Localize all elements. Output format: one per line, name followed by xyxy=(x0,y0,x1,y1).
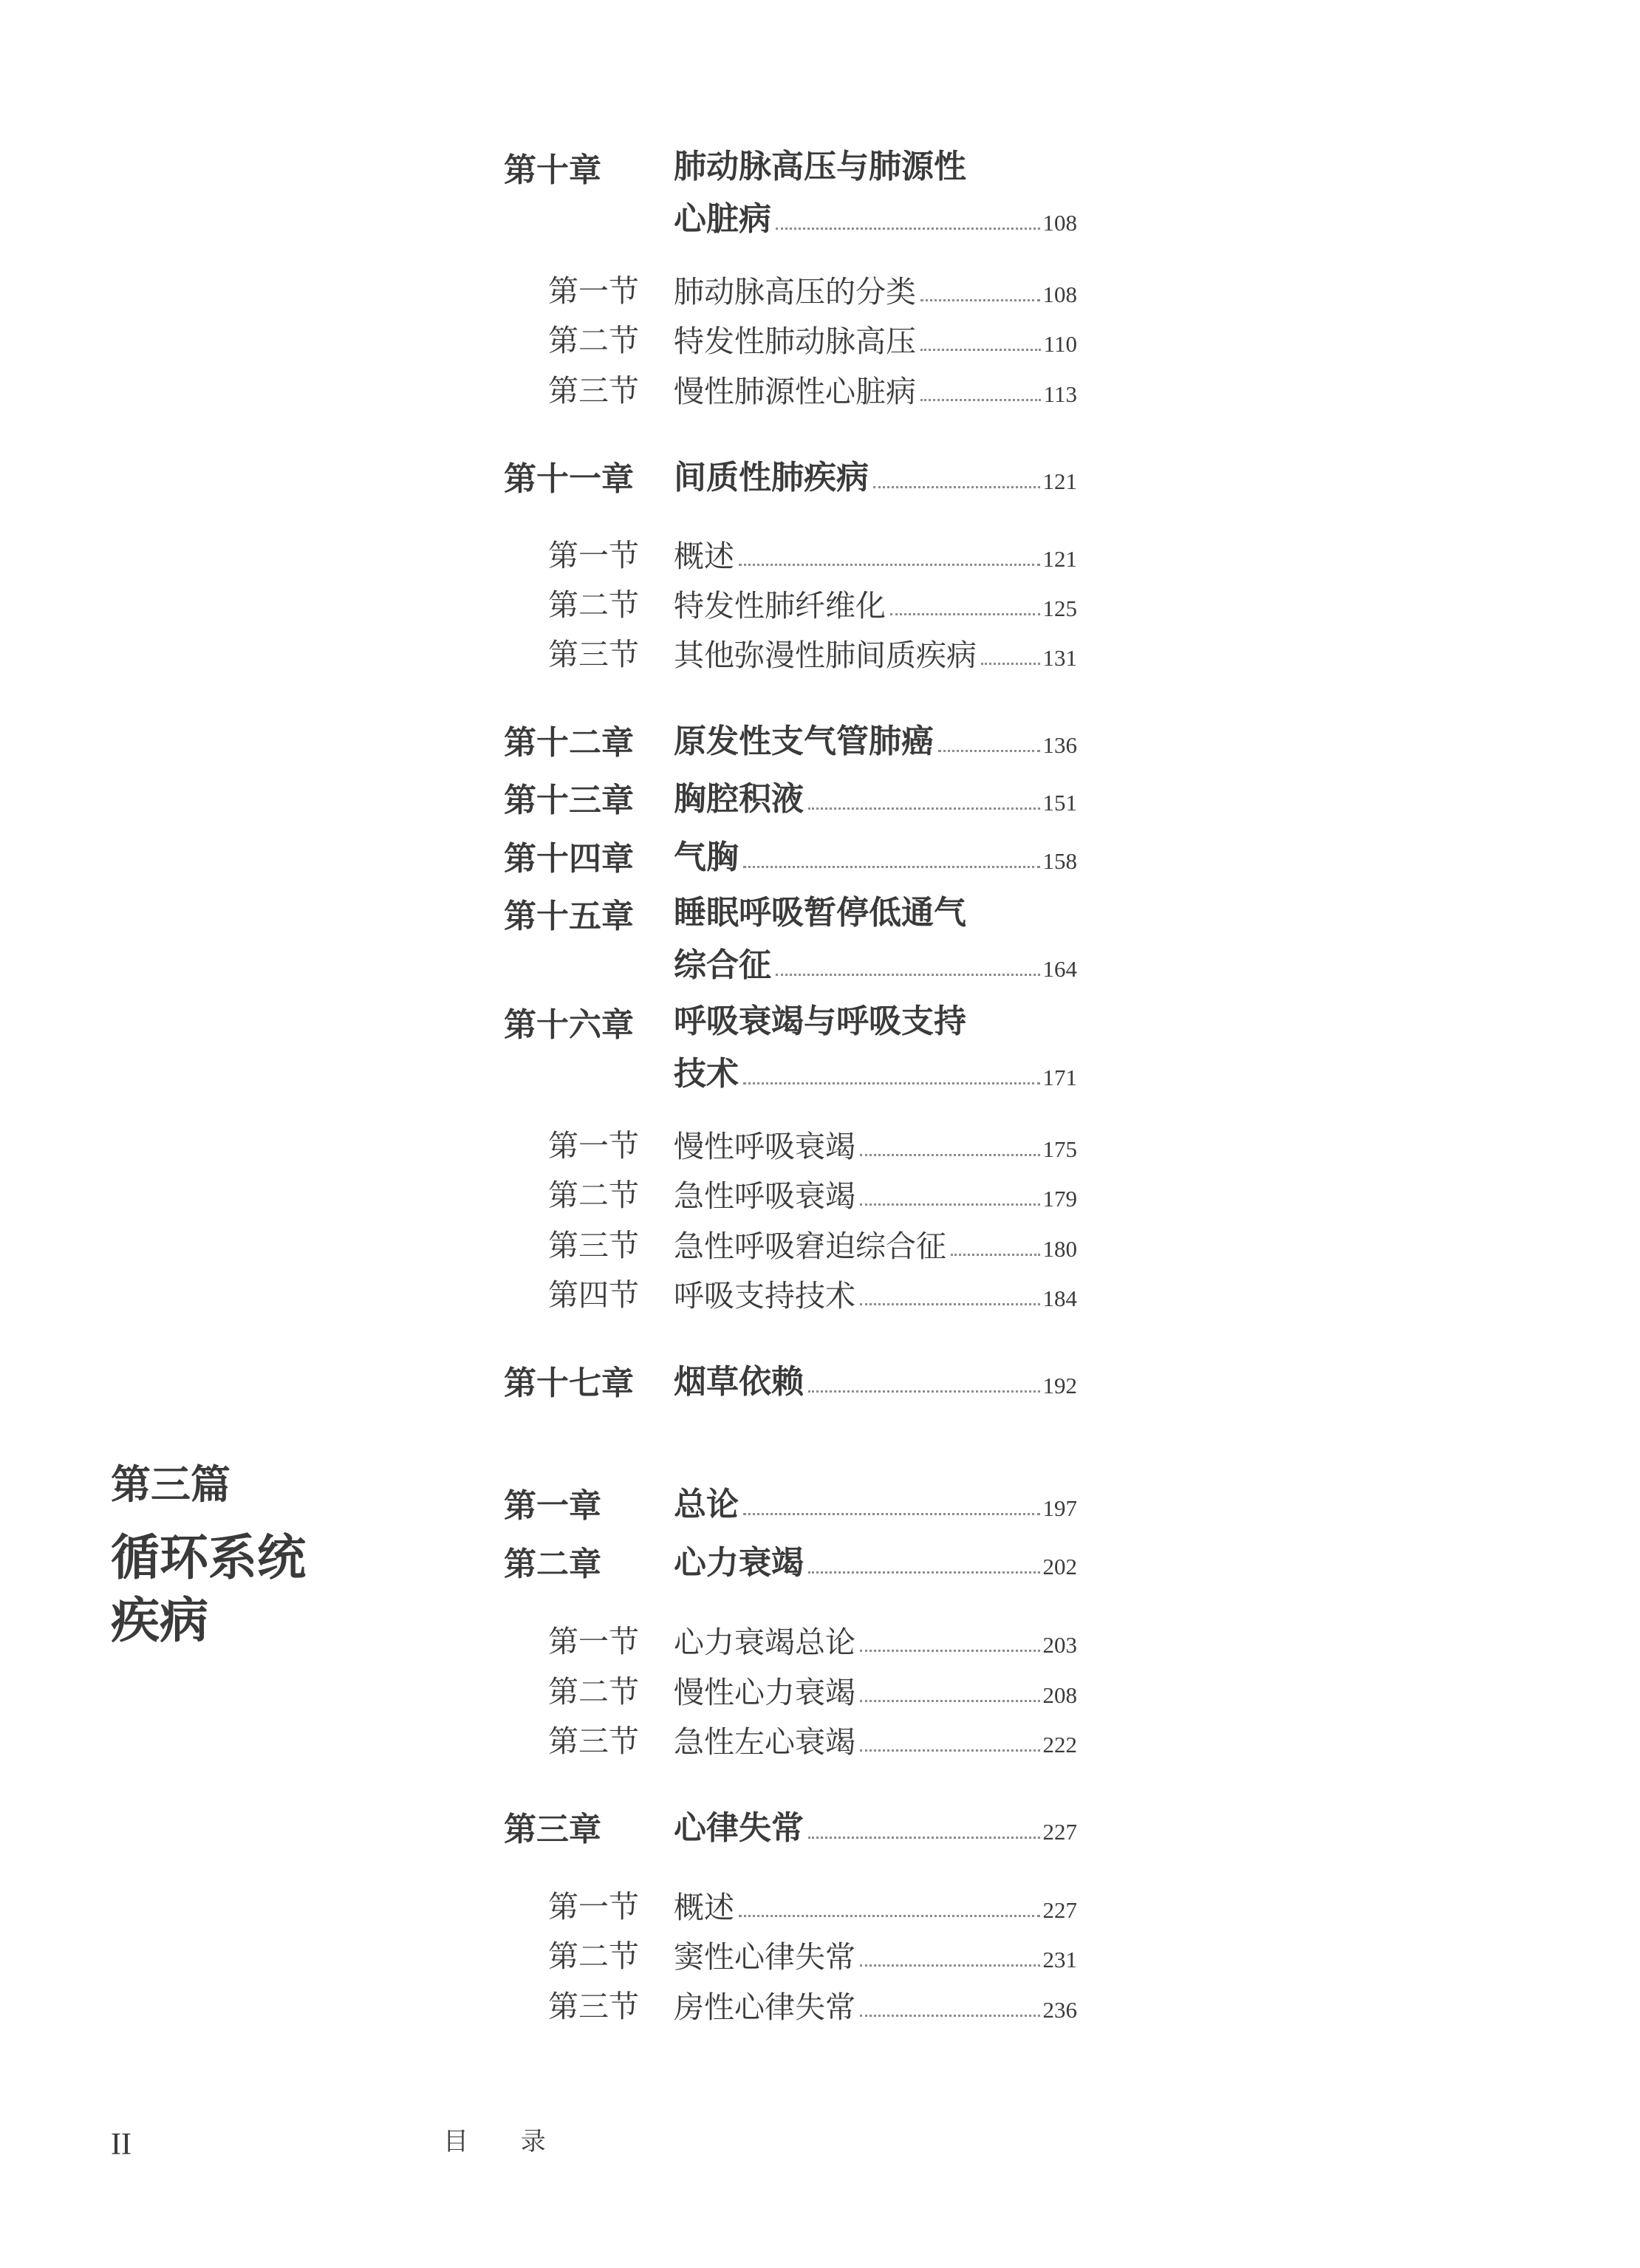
section-title: 急性呼吸窘迫综合征 xyxy=(674,1229,946,1264)
section-number: 第一节 xyxy=(548,273,639,309)
dot-leader xyxy=(808,1837,1040,1839)
dot-leader xyxy=(776,974,1040,976)
dot-leader xyxy=(743,1513,1040,1515)
section-title: 心力衰竭总论 xyxy=(674,1625,855,1660)
page-ref: 222 xyxy=(1042,1732,1077,1758)
section-number: 第三节 xyxy=(548,637,639,672)
section-number: 第三节 xyxy=(548,1989,639,2024)
dot-leader xyxy=(860,1964,1040,1967)
chapter-title: 心脏病 xyxy=(674,200,771,238)
section-number: 第二节 xyxy=(548,323,639,358)
chapter-number: 第十三章 xyxy=(504,782,634,819)
chapter-number: 第十一章 xyxy=(504,460,634,498)
page-ref: 236 xyxy=(1042,1997,1077,2023)
dot-leader xyxy=(739,1915,1040,1917)
dot-leader xyxy=(860,1700,1040,1702)
dot-leader xyxy=(951,1254,1040,1256)
page-ref: 227 xyxy=(1042,1897,1077,1923)
chapter-number: 第三章 xyxy=(504,1811,601,1848)
chapter-title: 心律失常 xyxy=(674,1809,804,1847)
section-title: 慢性心力衰竭 xyxy=(674,1675,855,1710)
dot-leader xyxy=(860,1650,1040,1652)
section-number: 第四节 xyxy=(548,1277,639,1313)
dot-leader xyxy=(808,1390,1040,1393)
part-title-line: 疾病 xyxy=(111,1591,208,1649)
chapter-number: 第一章 xyxy=(504,1487,601,1525)
chapter-title: 综合征 xyxy=(674,946,771,984)
section-number: 第三节 xyxy=(548,1724,639,1759)
chapter-number: 第十四章 xyxy=(504,840,634,878)
chapter-title: 间质性肺疾病 xyxy=(674,459,869,496)
page-ref: 171 xyxy=(1042,1065,1077,1090)
page-ref: 180 xyxy=(1042,1236,1077,1262)
chapter-number: 第十五章 xyxy=(504,898,634,935)
dot-leader xyxy=(920,299,1040,301)
page-ref: 110 xyxy=(1043,331,1077,357)
page-ref: 151 xyxy=(1042,790,1077,816)
page-ref: 121 xyxy=(1042,468,1077,494)
dot-leader xyxy=(938,750,1040,752)
section-title: 特发性肺纤维化 xyxy=(674,588,886,624)
chapter-title: 睡眠呼吸暂停低通气 xyxy=(674,894,966,932)
dot-leader xyxy=(981,663,1040,665)
dot-leader xyxy=(776,228,1040,230)
page-ref: 175 xyxy=(1042,1136,1077,1162)
section-number: 第二节 xyxy=(548,1674,639,1709)
section-title: 慢性呼吸衰竭 xyxy=(674,1129,855,1164)
dot-leader xyxy=(873,486,1040,488)
section-number: 第一节 xyxy=(548,1128,639,1164)
section-number: 第一节 xyxy=(548,1624,639,1659)
page-ref: 121 xyxy=(1042,546,1077,572)
page-ref: 108 xyxy=(1042,281,1077,307)
chapter-number: 第十七章 xyxy=(504,1364,634,1402)
section-title: 窦性心律失常 xyxy=(674,1939,855,1975)
chapter-title: 总论 xyxy=(674,1486,739,1523)
page-ref: 136 xyxy=(1042,732,1077,758)
dot-leader xyxy=(890,613,1040,615)
section-number: 第二节 xyxy=(548,1178,639,1213)
chapter-number: 第十章 xyxy=(504,151,601,189)
chapter-number: 第二章 xyxy=(504,1545,601,1583)
dot-leader xyxy=(860,1749,1040,1752)
page-ref: 203 xyxy=(1042,1632,1077,1658)
chapter-title: 技术 xyxy=(674,1055,739,1093)
dot-leader xyxy=(860,1203,1040,1206)
section-title: 概述 xyxy=(674,1890,734,1925)
page-number: II xyxy=(111,2128,131,2162)
dot-leader xyxy=(808,1571,1040,1574)
dot-leader xyxy=(743,866,1040,868)
running-title: 目 录 xyxy=(443,2127,568,2156)
page-ref: 131 xyxy=(1042,645,1077,671)
dot-leader xyxy=(860,2015,1040,2017)
page-ref: 184 xyxy=(1042,1285,1077,1311)
dot-leader xyxy=(739,564,1040,566)
page-ref: 197 xyxy=(1042,1495,1077,1521)
dot-leader xyxy=(808,807,1040,810)
section-number: 第一节 xyxy=(548,1889,639,1924)
section-title: 其他弥漫性肺间质疾病 xyxy=(674,638,977,673)
section-number: 第三节 xyxy=(548,1228,639,1263)
dot-leader xyxy=(860,1154,1040,1156)
page-ref: 164 xyxy=(1042,956,1077,982)
page-ref: 108 xyxy=(1042,210,1077,236)
section-number: 第二节 xyxy=(548,1939,639,1974)
part-title-line: 循环系统 xyxy=(111,1528,306,1586)
section-number: 第三节 xyxy=(548,373,639,409)
chapter-title: 心力衰竭 xyxy=(674,1544,804,1582)
dot-leader xyxy=(920,399,1041,401)
section-number: 第二节 xyxy=(548,587,639,623)
page-ref: 227 xyxy=(1042,1819,1077,1845)
page-ref: 113 xyxy=(1043,381,1077,407)
part-label: 第三篇 xyxy=(111,1461,230,1508)
page-ref: 192 xyxy=(1042,1373,1077,1398)
dot-leader xyxy=(920,349,1041,351)
chapter-title: 原发性支气管肺癌 xyxy=(674,723,934,760)
dot-leader xyxy=(860,1303,1040,1305)
chapter-number: 第十六章 xyxy=(504,1006,634,1044)
section-title: 特发性肺动脉高压 xyxy=(674,324,916,359)
chapter-title: 气胸 xyxy=(674,838,739,876)
dot-leader xyxy=(743,1082,1040,1085)
chapter-title: 呼吸衰竭与呼吸支持 xyxy=(674,1003,966,1040)
section-number: 第一节 xyxy=(548,538,639,573)
chapter-title: 肺动脉高压与肺源性 xyxy=(674,148,966,185)
chapter-title: 烟草依赖 xyxy=(674,1363,804,1401)
page-ref: 125 xyxy=(1042,595,1077,621)
section-title: 房性心律失常 xyxy=(674,1989,855,2025)
section-title: 概述 xyxy=(674,539,734,574)
page-ref: 158 xyxy=(1042,848,1077,874)
section-title: 肺动脉高压的分类 xyxy=(674,274,916,310)
page-ref: 231 xyxy=(1042,1947,1077,1972)
section-title: 急性呼吸衰竭 xyxy=(674,1178,855,1214)
page-ref: 208 xyxy=(1042,1682,1077,1708)
chapter-title: 胸腔积液 xyxy=(674,780,804,818)
page-ref: 179 xyxy=(1042,1186,1077,1212)
section-title: 慢性肺源性心脏病 xyxy=(674,374,916,409)
page-ref: 202 xyxy=(1042,1554,1077,1579)
chapter-number: 第十二章 xyxy=(504,724,634,762)
section-title: 急性左心衰竭 xyxy=(674,1724,855,1760)
section-title: 呼吸支持技术 xyxy=(674,1278,855,1314)
